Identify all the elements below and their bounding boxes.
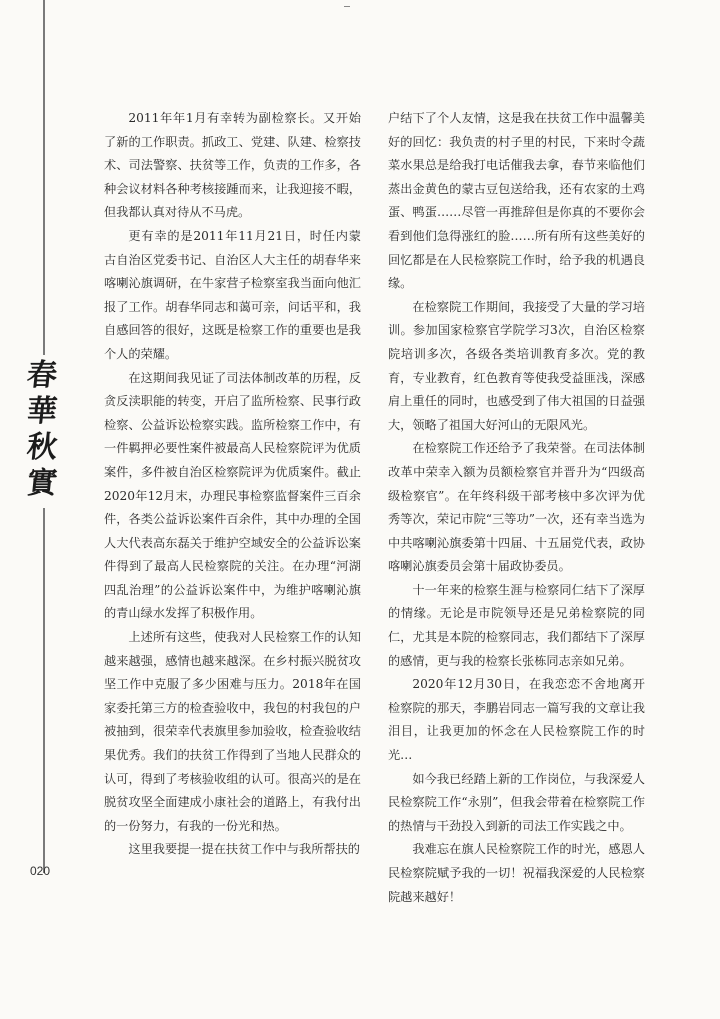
paragraph: 在检察院工作期间，我接受了大量的学习培训。参加国家检察官学院学习3次，自治区检察院培训多次，各级各类培训教育多次。党的教育，专业教育，红色教育等使我受益匪浅，深感肩上重任的同时，也感受到了伟大祖国的日益强大，领略了祖国大好河山的无限风光。 xyxy=(388,299,645,432)
right-text-column xyxy=(388,107,645,909)
paragraph: 上述所有这些，使我对人民检察工作的认知越来越强，感情也越来越深。在乡村振兴脱贫攻坚工作中克服了多少困难与压力。2018年在国家委托第三方的检查验收中，我包的村我包的户被抽到，很荣幸代表旗里参加验收，检查验收结果优秀。我们的扶贫工作得到了当地人民群众的认可，得到了考核验收组的认可。很高兴的是在脱贫攻坚全面建成小康社会的道路上，有我付出的一份努力，有我的一份光和热。 xyxy=(104,630,361,833)
column-title-char: 華 xyxy=(25,394,59,429)
paragraph: 我难忘在旗人民检察院工作的时光，感恩人民检察院赋予我的一切！祝福我深爱的人民检察院越来越好！ xyxy=(388,842,645,904)
left-text-column xyxy=(104,107,361,862)
paragraph: 在检察院工作还给予了我荣誉。在司法体制改革中荣幸入额为员额检察官并晋升为“四级高级检察官”。在年终科级干部考核中多次评为优秀等次，荣记市院“三等功”一次，还有幸当选为中共喀喇沁旗委第十四届、十五届党代表，政协喀喇沁旗委员会第十届政协委员。 xyxy=(388,441,645,574)
scan-mark xyxy=(344,6,350,7)
page-number: 020 xyxy=(30,864,51,878)
paragraph: 更有幸的是2011年11月21日，时任内蒙古自治区党委书记、自治区人大主任的胡春华来喀喇沁旗调研，在牛家营子检察室我当面向他汇报了工作。胡春华同志和蔼可亲，问话平和，我自感回答的很好，这既是检察工作的重要也是我个人的荣耀。 xyxy=(104,228,361,361)
column-title-char: 秋 xyxy=(25,430,59,465)
column-title xyxy=(22,358,62,502)
paragraph: 2011年年1月有幸转为副检察长。又开始了新的工作职责。抓政工、党建、队建、检察技术、司法警察、扶贫等工作，负责的工作多，各种会议材料各种考核接踵而来，让我迎接不暇，但我都认真对待从不马虎。 xyxy=(104,111,361,220)
paragraph: 2020年12月30日，在我恋恋不舍地离开检察院的那天，李鹏岩同志一篇写我的文章让我泪目，让我更加的怀念在人民检察院工作的时光… xyxy=(388,677,645,763)
column-title-char: 春 xyxy=(25,358,59,393)
margin-rule-top xyxy=(43,0,45,355)
paragraph-continued: 户结下了个人友情，这是我在扶贫工作中温馨美好的回忆：我负责的村子里的村民，下来时令蔬菜水果总是给我打电话催我去拿，春节来临他们蒸出金黄色的蒙古豆包送给我，还有农家的土鸡蛋、鸭蛋……尽管一再推辞但是你真的不要你会看到他们急得涨红的脸……所有所有这些美好的回忆都是在人民检察院工作时，给予我的机遇良缘。 xyxy=(388,111,645,291)
column-title-char: 實 xyxy=(25,466,59,501)
margin-rule-bottom xyxy=(43,508,45,873)
paragraph: 这里我要提一提在扶贫工作中与我所帮扶的 xyxy=(128,842,360,857)
paragraph: 在这期间我见证了司法体制改革的历程，反贪反渎职能的转变，开启了监所检察、民事行政检察、公益诉讼检察实践。监所检察工作中，有一件羁押必要性案件被最高人民检察院评为优质案件，多件被自治区检察院评为优质案件。截止2020年12月末，办理民事检察监督案件三百余件，各类公益诉讼案件百余件，其中办理的全国人大代表高东磊关于维护空域安全的公益诉讼案件得到了最高人民检察院的关注。在办理“河湖四乱治理”的公益诉讼案件中，为维护喀喇沁旗的青山绿水发挥了积极作用。 xyxy=(104,370,361,621)
paragraph: 如今我已经踏上新的工作岗位，与我深爱人民检察院工作“永别”，但我会带着在检察院工作的热情与干劲投入到新的司法工作实践之中。 xyxy=(388,771,645,833)
paragraph: 十一年来的检察生涯与检察同仁结下了深厚的情缘。无论是市院领导还是兄弟检察院的同仁，尤其是本院的检察同志，我们都结下了深厚的感情，更与我的检察长张栋同志亲如兄弟。 xyxy=(388,582,645,668)
